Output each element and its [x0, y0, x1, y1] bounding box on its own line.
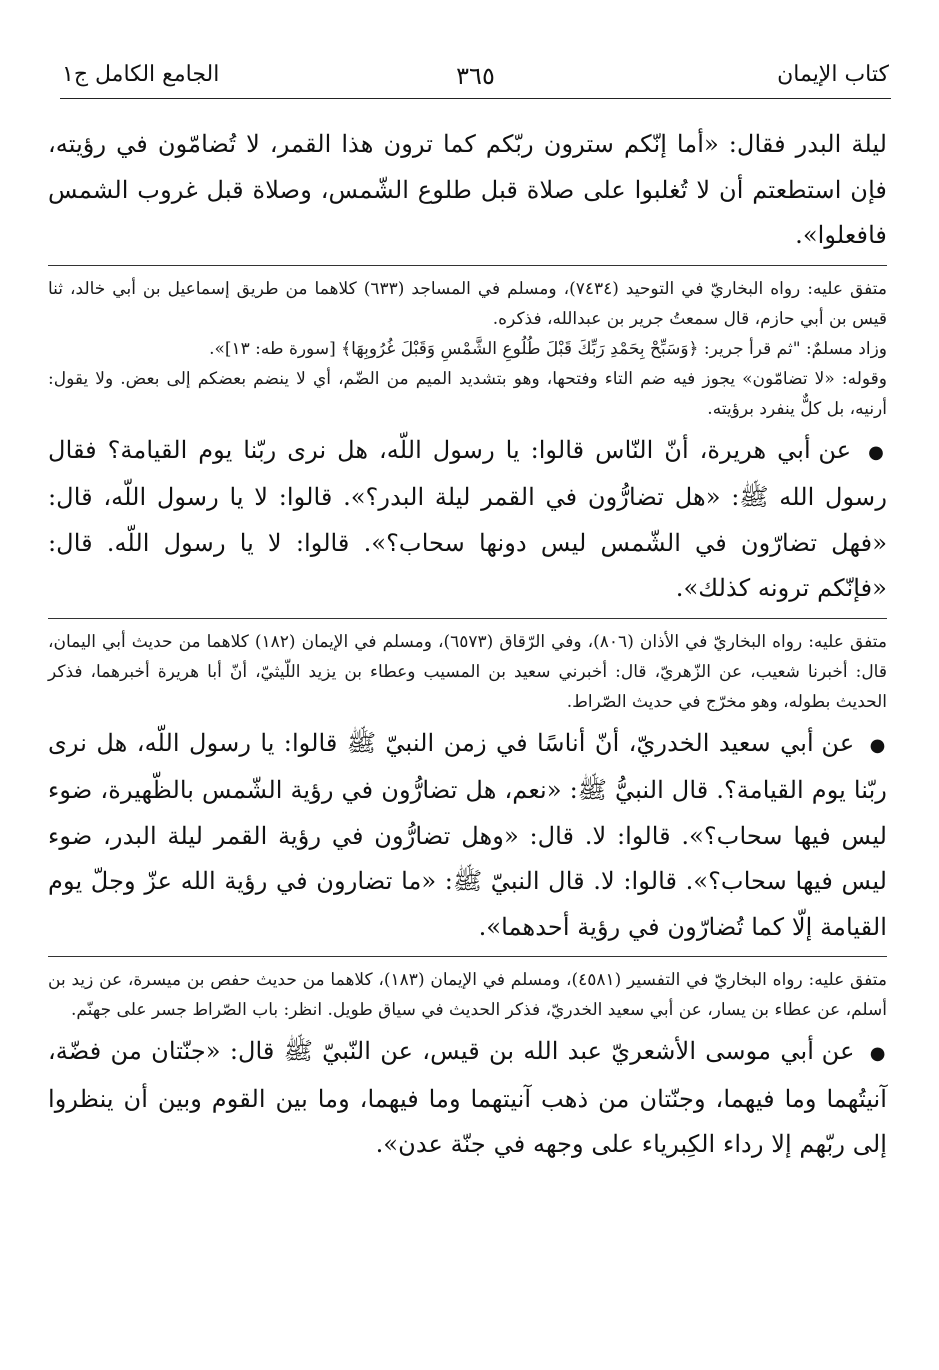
bullet-icon: ● — [869, 734, 887, 756]
hadith-text: ليلة البدر فقال: «أما إنّكم سترون ربّكم كما ترون هذا القمر، لا تُضامّون في رؤيته، فإن استطعتم أن لا تُغلبوا على صلاة قبل طلوع الشّمس، وصلاة قبل غروب الشمس فافعلوا». — [48, 130, 887, 249]
page-body — [48, 122, 887, 1168]
page-number: ٣٦٥ — [456, 62, 495, 90]
section-divider — [48, 265, 887, 266]
header-section-title: كتاب الإيمان — [777, 62, 889, 87]
hadith-text: عن أبي سعيد الخدريّ، أنّ أناسًا في زمن النبيّ ﷺ قالوا: يا رسول اللّه، هل نرى ربّنا يوم القيامة؟. قال النبيُّ ﷺ: «نعم، هل تضارُّون في رؤية الشّمس بالظّهيرة، ضوء ليس فيها سحاب؟». قالوا: لا. قال: «وهل تضارُّون في رؤية القمر ليلة البدر، ضوء ليس فيها سحاب؟». قالوا: لا. قال النبيّ ﷺ: «ما تضارون في رؤية الله عزّ وجلّ يوم القيامة إلّا كما تُضارّون في رؤية أحدهما». — [48, 728, 887, 941]
bullet-icon: ● — [869, 1043, 887, 1064]
hadith-text: عن أبي هريرة، أنّ النّاس قالوا: يا رسول اللّه، هل نرى ربّنا يوم القيامة؟ فقال رسول الله ﷺ: «هل تضارُّون في القمر ليلة البدر؟». قالوا: لا يا رسول اللّه، قال: «فهل تضارّون في الشّمس ليس دونها سحاب؟». قالوا: لا يا رسول اللّه. قال: «فإنّكم ترونه كذلك». — [48, 435, 887, 602]
section-divider — [48, 618, 887, 619]
takhrij-note: متفق عليه: رواه البخاريّ في التفسير (٤٥٨١)، ومسلم في الإيمان (١٨٣)، كلاهما من حديث حفص بن ميسرة، عن زيد بن أسلم، عن عطاء بن يسار، عن أبي سعيد الخدريّ، فذكر الحديث في سياق طويل. انظر: باب الصّراط جسر على جهنّم. — [48, 970, 887, 1020]
commentary-note: وقوله: «لا تضامّون» يجوز فيه ضم التاء وفتحها، وهو بتشديد الميم من الضّم، أي لا ينضم بعضكم إلى بعض. ولا يقول: أرنيه، بل كلٌّ ينفرد برؤيته. — [48, 368, 887, 419]
takhrij-note: متفق عليه: رواه البخاريّ في الأذان (٨٠٦)، وفي الرّقاق (٦٥٧٣)، ومسلم في الإيمان (١٨٢) كلاهما من حديث أبي اليمان، قال: أخبرنا شعيب، عن الزّهريّ، قال: أخبرني سعيد بن المسيب وعطاء بن يزيد اللّيثيّ، أنّ أبا هريرة أخبرهما، فذكر الحديث بطوله، وهو مخرّج في حديث الصّراط. — [48, 631, 887, 712]
takhrij-note: وزاد مسلمٌ: "ثم قرأ جرير: ﴿وَسَبِّحْ بِحَمْدِ رَبِّكَ قَبْلَ طُلُوعِ الشَّمْسِ وَقَبْلَ غُرُوبِهَا﴾ [سورة طه: ١٣]». — [209, 338, 887, 359]
section-divider — [48, 956, 887, 957]
hadith-paragraph — [48, 428, 887, 612]
running-header — [60, 58, 891, 99]
hadith-paragraph — [48, 122, 887, 259]
takhrij-note: متفق عليه: رواه البخاريّ في التوحيد (٧٤٣٤)، ومسلم في المساجد (٦٣٣) كلاهما من طريق إسماعيل بن أبي خالد، ثنا قيس بن أبي حازم، قال سمعتُ جرير بن عبدالله، فذكره. — [48, 278, 887, 329]
bullet-icon: ● — [868, 441, 887, 463]
hadith-paragraph — [48, 1029, 887, 1168]
hadith-text: عن أبي موسى الأشعريّ عبد الله بن قيس، عن النّبيّ ﷺ قال: «جنّتان من فضّة، آنيتُهما وما فيهما، وجنّتان من ذهب آنيتهما وما فيهما، وما بين القوم وبين أن ينظروا إلى ربّهم إلا رداء الكِبرياء على وجهه في جنّة عدن». — [48, 1037, 887, 1158]
hadith-paragraph — [48, 721, 887, 951]
header-book-title: الجامع الكامل ج١ — [62, 62, 220, 87]
